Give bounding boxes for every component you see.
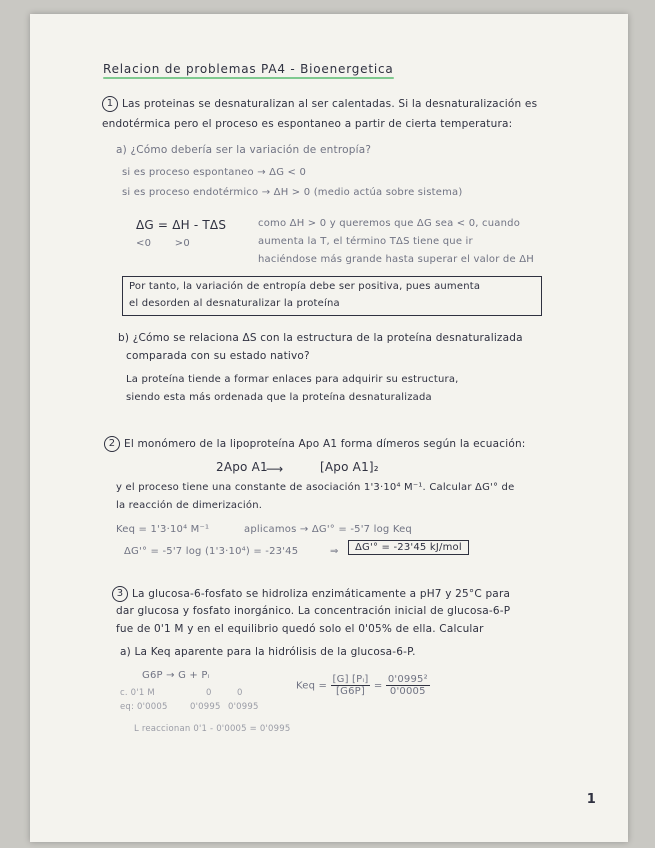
problem-number-badge: 1 bbox=[102, 96, 118, 112]
keq-fraction-numeric bbox=[386, 674, 430, 697]
problem-1-statement-line2: endotérmica pero el proceso es espontaneo a partir de cierta temperatura: bbox=[102, 118, 513, 130]
title-underline bbox=[103, 77, 394, 79]
conclusion-line2: el desorden al desnaturalizar la proteína bbox=[129, 298, 340, 309]
keq-value: Keq = 1'3·10⁴ M⁻¹ bbox=[116, 524, 210, 535]
reaction-right: [Apo A1]₂ bbox=[320, 460, 379, 474]
reaction-arrow: ⟶ bbox=[266, 462, 284, 476]
page-number: 1 bbox=[586, 792, 596, 807]
problem-2-desc-line1: y el proceso tiene una constante de asociación 1'3·10⁴ M⁻¹. Calcular ΔG'° de bbox=[116, 482, 515, 493]
problem-2-statement bbox=[104, 436, 526, 452]
row-initial-p: 0 bbox=[237, 688, 243, 698]
explanation-line2: aumenta la T, el término TΔS tiene que ir bbox=[258, 236, 473, 247]
row-eq-g: 0'0995 bbox=[190, 702, 221, 712]
conclusion-line1: Por tanto, la variación de entropía debe ser positiva, pues aumenta bbox=[129, 281, 481, 292]
conclusion-box bbox=[122, 276, 542, 316]
row-eq-label: eq: 0'0005 bbox=[120, 702, 168, 712]
problem-1-question-b-line1: b) ¿Cómo se relaciona ΔS con la estructura de la proteína desnaturalizada bbox=[118, 332, 523, 344]
problem-1-a-line2: si es proceso endotérmico → ΔH > 0 (medio actúa sobre sistema) bbox=[122, 187, 463, 198]
problem-number-badge: 2 bbox=[104, 436, 120, 452]
fraction-denominator: 0'0005 bbox=[389, 686, 426, 697]
row-initial-label: c. 0'1 M bbox=[120, 688, 155, 698]
problem-1-a-line1: si es proceso espontaneo → ΔG < 0 bbox=[122, 167, 307, 178]
keq-expression: Keq = $\frac{\text{[G] [Pᵢ]}}{[G6P]}$ = $\frac{\text{0'0995²}}{0'0005}$ bbox=[296, 674, 428, 697]
notebook-page bbox=[30, 14, 628, 842]
gibbs-formula: ΔG = ΔH - TΔS bbox=[136, 218, 227, 232]
page-title-text: Relacion de problemas PA4 - Bioenergetica bbox=[103, 62, 394, 76]
gibbs-formula-signs: <0 >0 bbox=[136, 238, 190, 249]
reaction-left: 2Apo A1 bbox=[216, 460, 268, 474]
result-value: ΔG'° = -23'45 kJ/mol bbox=[348, 540, 469, 555]
implies-symbol: ⇒ bbox=[330, 546, 339, 557]
problem-1-statement-line1 bbox=[102, 96, 537, 112]
row-eq-p: 0'0995 bbox=[228, 702, 259, 712]
fraction-numerator: 0'0995² bbox=[387, 674, 428, 685]
keq-fraction-symbolic bbox=[331, 674, 371, 697]
reacted-amount-note: L reaccionan 0'1 - 0'0005 = 0'0995 bbox=[134, 724, 291, 734]
problem-1-question-b-line2: comparada con su estado nativo? bbox=[126, 350, 310, 362]
explanation-line3: haciéndose más grande hasta superar el valor de ΔH bbox=[258, 254, 534, 265]
problem-3-statement-line1 bbox=[112, 586, 510, 602]
problem-3-question-a: a) La Keq aparente para la hidrólisis de la glucosa-6-P. bbox=[120, 646, 416, 658]
problem-1-question-a: a) ¿Cómo debería ser la variación de entropía? bbox=[116, 144, 372, 156]
problem-2-text: El monómero de la lipoproteína Apo A1 forma dímeros según la ecuación: bbox=[124, 438, 526, 450]
problem-3-statement-line2: dar glucosa y fosfato inorgánico. La concentración inicial de glucosa-6-P bbox=[116, 605, 511, 617]
problem-1-answer-b-line2: siendo esta más ordenada que la proteína desnaturalizada bbox=[126, 392, 432, 403]
calculation: ΔG'° = -5'7 log (1'3·10⁴) = -23'45 bbox=[124, 546, 299, 557]
page-title bbox=[103, 62, 394, 76]
hydrolysis-reaction: G6P → G + Pᵢ bbox=[142, 670, 210, 681]
problem-number-badge: 3 bbox=[112, 586, 128, 602]
row-initial-g: 0 bbox=[206, 688, 212, 698]
problem-1-answer-b-line1: La proteína tiende a formar enlaces para adquirir su estructura, bbox=[126, 374, 459, 385]
keq-label: Keq = bbox=[296, 680, 328, 692]
apply-formula: aplicamos → ΔG'° = -5'7 log Keq bbox=[244, 524, 412, 535]
fraction-numerator: [G] [Pᵢ] bbox=[332, 674, 369, 685]
fraction-denominator: [G6P] bbox=[336, 686, 365, 697]
problem-1-text-1: Las proteinas se desnaturalizan al ser calentadas. Si la desnaturalización es bbox=[122, 98, 538, 110]
problem-3-statement-line3: fue de 0'1 M y en el equilibrio quedó solo el 0'05% de ella. Calcular bbox=[116, 623, 484, 635]
result-box bbox=[348, 542, 469, 553]
explanation-line1: como ΔH > 0 y queremos que ΔG sea < 0, cuando bbox=[258, 218, 521, 229]
problem-3-text-1: La glucosa-6-fosfato se hidroliza enzimáticamente a pH7 y 25°C para bbox=[132, 588, 511, 600]
problem-2-desc-line2: la reacción de dimerización. bbox=[116, 500, 263, 511]
